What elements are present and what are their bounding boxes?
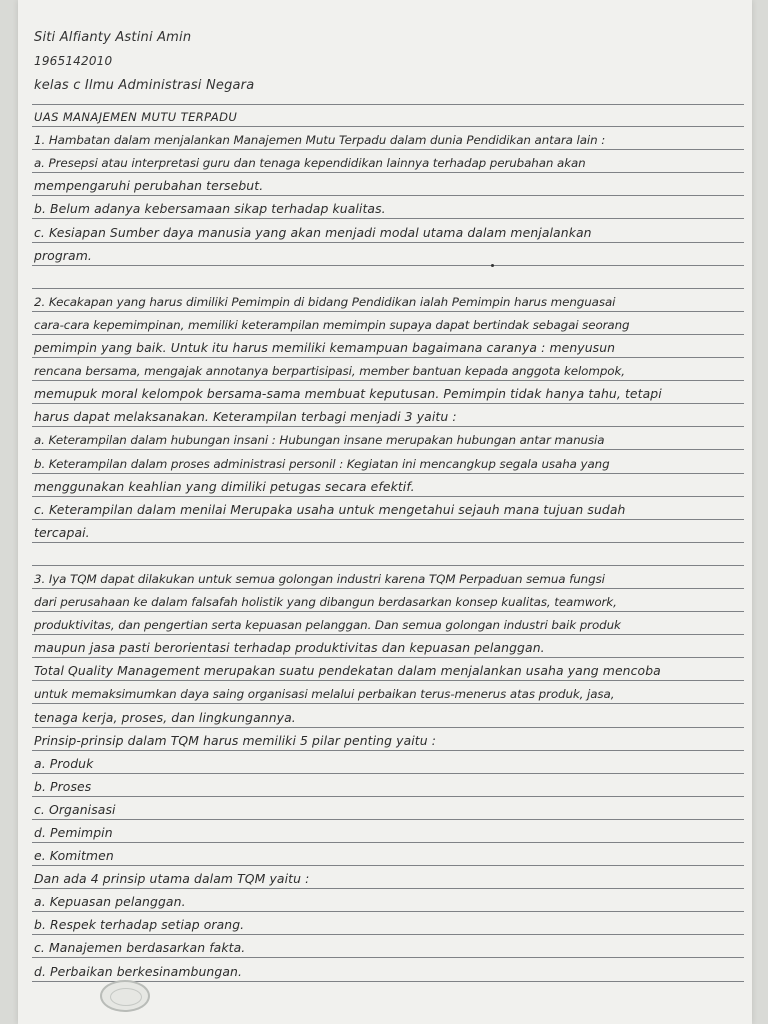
- text-line: [32, 958, 744, 981]
- text-line: [32, 751, 744, 774]
- exam-title-line: [32, 104, 744, 127]
- text-line: [32, 889, 744, 912]
- line-text: d. Perbaikan berkesinambungan.: [34, 963, 243, 979]
- line-text: b. Proses: [34, 778, 92, 794]
- ruled-lines: [32, 104, 744, 982]
- text-line: [32, 127, 744, 150]
- text-line: [32, 150, 744, 173]
- text-line: [32, 289, 744, 312]
- text-line: [32, 520, 744, 543]
- ink-dot: [491, 264, 494, 267]
- line-text: c. Manajemen berdasarkan fakta.: [34, 940, 246, 956]
- line-text: harus dapat melaksanakan. Keterampilan terbagi menjadi 3 yaitu :: [34, 409, 457, 425]
- line-text: Dan ada 4 prinsip utama dalam TQM yaitu :: [34, 871, 310, 887]
- line-text: menggunakan keahlian yang dimiliki petugas secara efektif.: [34, 478, 415, 494]
- line-text: cara-cara kepemimpinan, memiliki keterampilan memimpin supaya dapat bertindak sebagai seorang: [34, 317, 630, 332]
- text-line: [32, 474, 744, 497]
- line-text: produktivitas, dan pengertian serta kepuasan pelanggan. Dan semua golongan industri baik produk: [34, 618, 621, 633]
- text-line: [32, 566, 744, 589]
- line-text: 3. Iya TQM dapat dilakukan untuk semua golongan industri karena TQM Perpaduan semua fungsi: [34, 571, 605, 586]
- line-text: memupuk moral kelompok bersama-sama membuat keputusan. Pemimpin tidak hanya tahu, tetapi: [34, 386, 662, 402]
- text-line: [32, 681, 744, 704]
- line-text: c. Organisasi: [34, 801, 116, 817]
- text-line: [32, 219, 744, 242]
- text-line: [32, 381, 744, 404]
- text-line: [32, 266, 744, 289]
- text-line: [32, 866, 744, 889]
- line-text: untuk memaksimumkan daya saing organisasi melalui perbaikan terus-menerus atas produk, jasa,: [34, 687, 615, 702]
- text-line: [32, 820, 744, 843]
- text-line: [32, 589, 744, 612]
- text-line: [32, 312, 744, 335]
- line-text: 1. Hambatan dalam menjalankan Manajemen Mutu Terpadu dalam dunia Pendidikan antara lain :: [34, 133, 606, 148]
- text-line: [32, 404, 744, 427]
- text-line: [32, 612, 744, 635]
- line-text: pemimpin yang baik. Untuk itu harus memiliki kemampuan bagaimana caranya : menyusun: [34, 340, 616, 356]
- text-line: [32, 912, 744, 935]
- line-text: program.: [34, 247, 92, 263]
- line-text: b. Belum adanya kebersamaan sikap terhadap kualitas.: [34, 201, 386, 217]
- line-text: a. Produk: [34, 755, 94, 771]
- line-text: Prinsip-prinsip dalam TQM harus memiliki 5 pilar penting yaitu :: [34, 732, 437, 748]
- line-text: 2. Kecakapan yang harus dimiliki Pemimpin di bidang Pendidikan ialah Pemimpin harus menguasai: [34, 294, 616, 309]
- text-line: [32, 450, 744, 473]
- text-line: [32, 243, 744, 266]
- line-text: b. Respek terhadap setiap orang.: [34, 917, 245, 933]
- line-text: a. Presepsi atau interpretasi guru dan tenaga kependidikan lainnya terhadap perubahan akan: [34, 156, 586, 171]
- student-id: 1965142010: [34, 54, 113, 68]
- text-line: [32, 335, 744, 358]
- line-text: c. Kesiapan Sumber daya manusia yang akan menjadi modal utama dalam menjalankan: [34, 224, 592, 240]
- line-text: a. Kepuasan pelanggan.: [34, 894, 186, 910]
- line-text: rencana bersama, mengajak annotanya berpartisipasi, member bantuan kepada anggota kelompok,: [34, 364, 625, 379]
- text-line: [32, 497, 744, 520]
- line-text: maupun jasa pasti berorientasi terhadap produktivitas dan kepuasan pelanggan.: [34, 640, 545, 656]
- line-text: mempengaruhi perubahan tersebut.: [34, 178, 264, 194]
- logo-stamp: [100, 980, 150, 1012]
- line-text: e. Komitmen: [34, 848, 114, 864]
- line-text: b. Keterampilan dalam proses administrasi personil : Kegiatan ini mencangkup segala usaha yang: [34, 456, 610, 471]
- line-text: c. Keterampilan dalam menilai Merupaka usaha untuk mengetahui sejauh mana tujuan sudah: [34, 501, 626, 517]
- text-line: [32, 935, 744, 958]
- text-line: [32, 797, 744, 820]
- text-line: [32, 196, 744, 219]
- line-text: dari perusahaan ke dalam falsafah holistik yang dibangun berdasarkan konsep kualitas, teamwork,: [34, 595, 617, 610]
- line-text: tenaga kerja, proses, dan lingkungannya.: [34, 709, 296, 725]
- handwritten-exam-sheet: [18, 0, 752, 1024]
- text-line: [32, 774, 744, 797]
- line-text: d. Pemimpin: [34, 825, 113, 840]
- student-name: Siti Alfianty Astini Amin: [34, 30, 192, 45]
- line-text: a. Keterampilan dalam hubungan insani : Hubungan insane merupakan hubungan antar manusia: [34, 433, 605, 448]
- text-line: [32, 173, 744, 196]
- text-line: [32, 427, 744, 450]
- text-line: [32, 543, 744, 566]
- student-class: kelas c Ilmu Administrasi Negara: [34, 78, 255, 93]
- line-text: tercapai.: [34, 524, 90, 540]
- line-text: Total Quality Management merupakan suatu pendekatan dalam menjalankan usaha yang mencoba: [34, 663, 661, 679]
- text-line: [32, 358, 744, 381]
- text-line: [32, 704, 744, 727]
- exam-title: UAS MANAJEMEN MUTU TERPADU: [34, 110, 238, 125]
- text-line: [32, 635, 744, 658]
- text-line: [32, 728, 744, 751]
- text-line: [32, 843, 744, 866]
- text-line: [32, 658, 744, 681]
